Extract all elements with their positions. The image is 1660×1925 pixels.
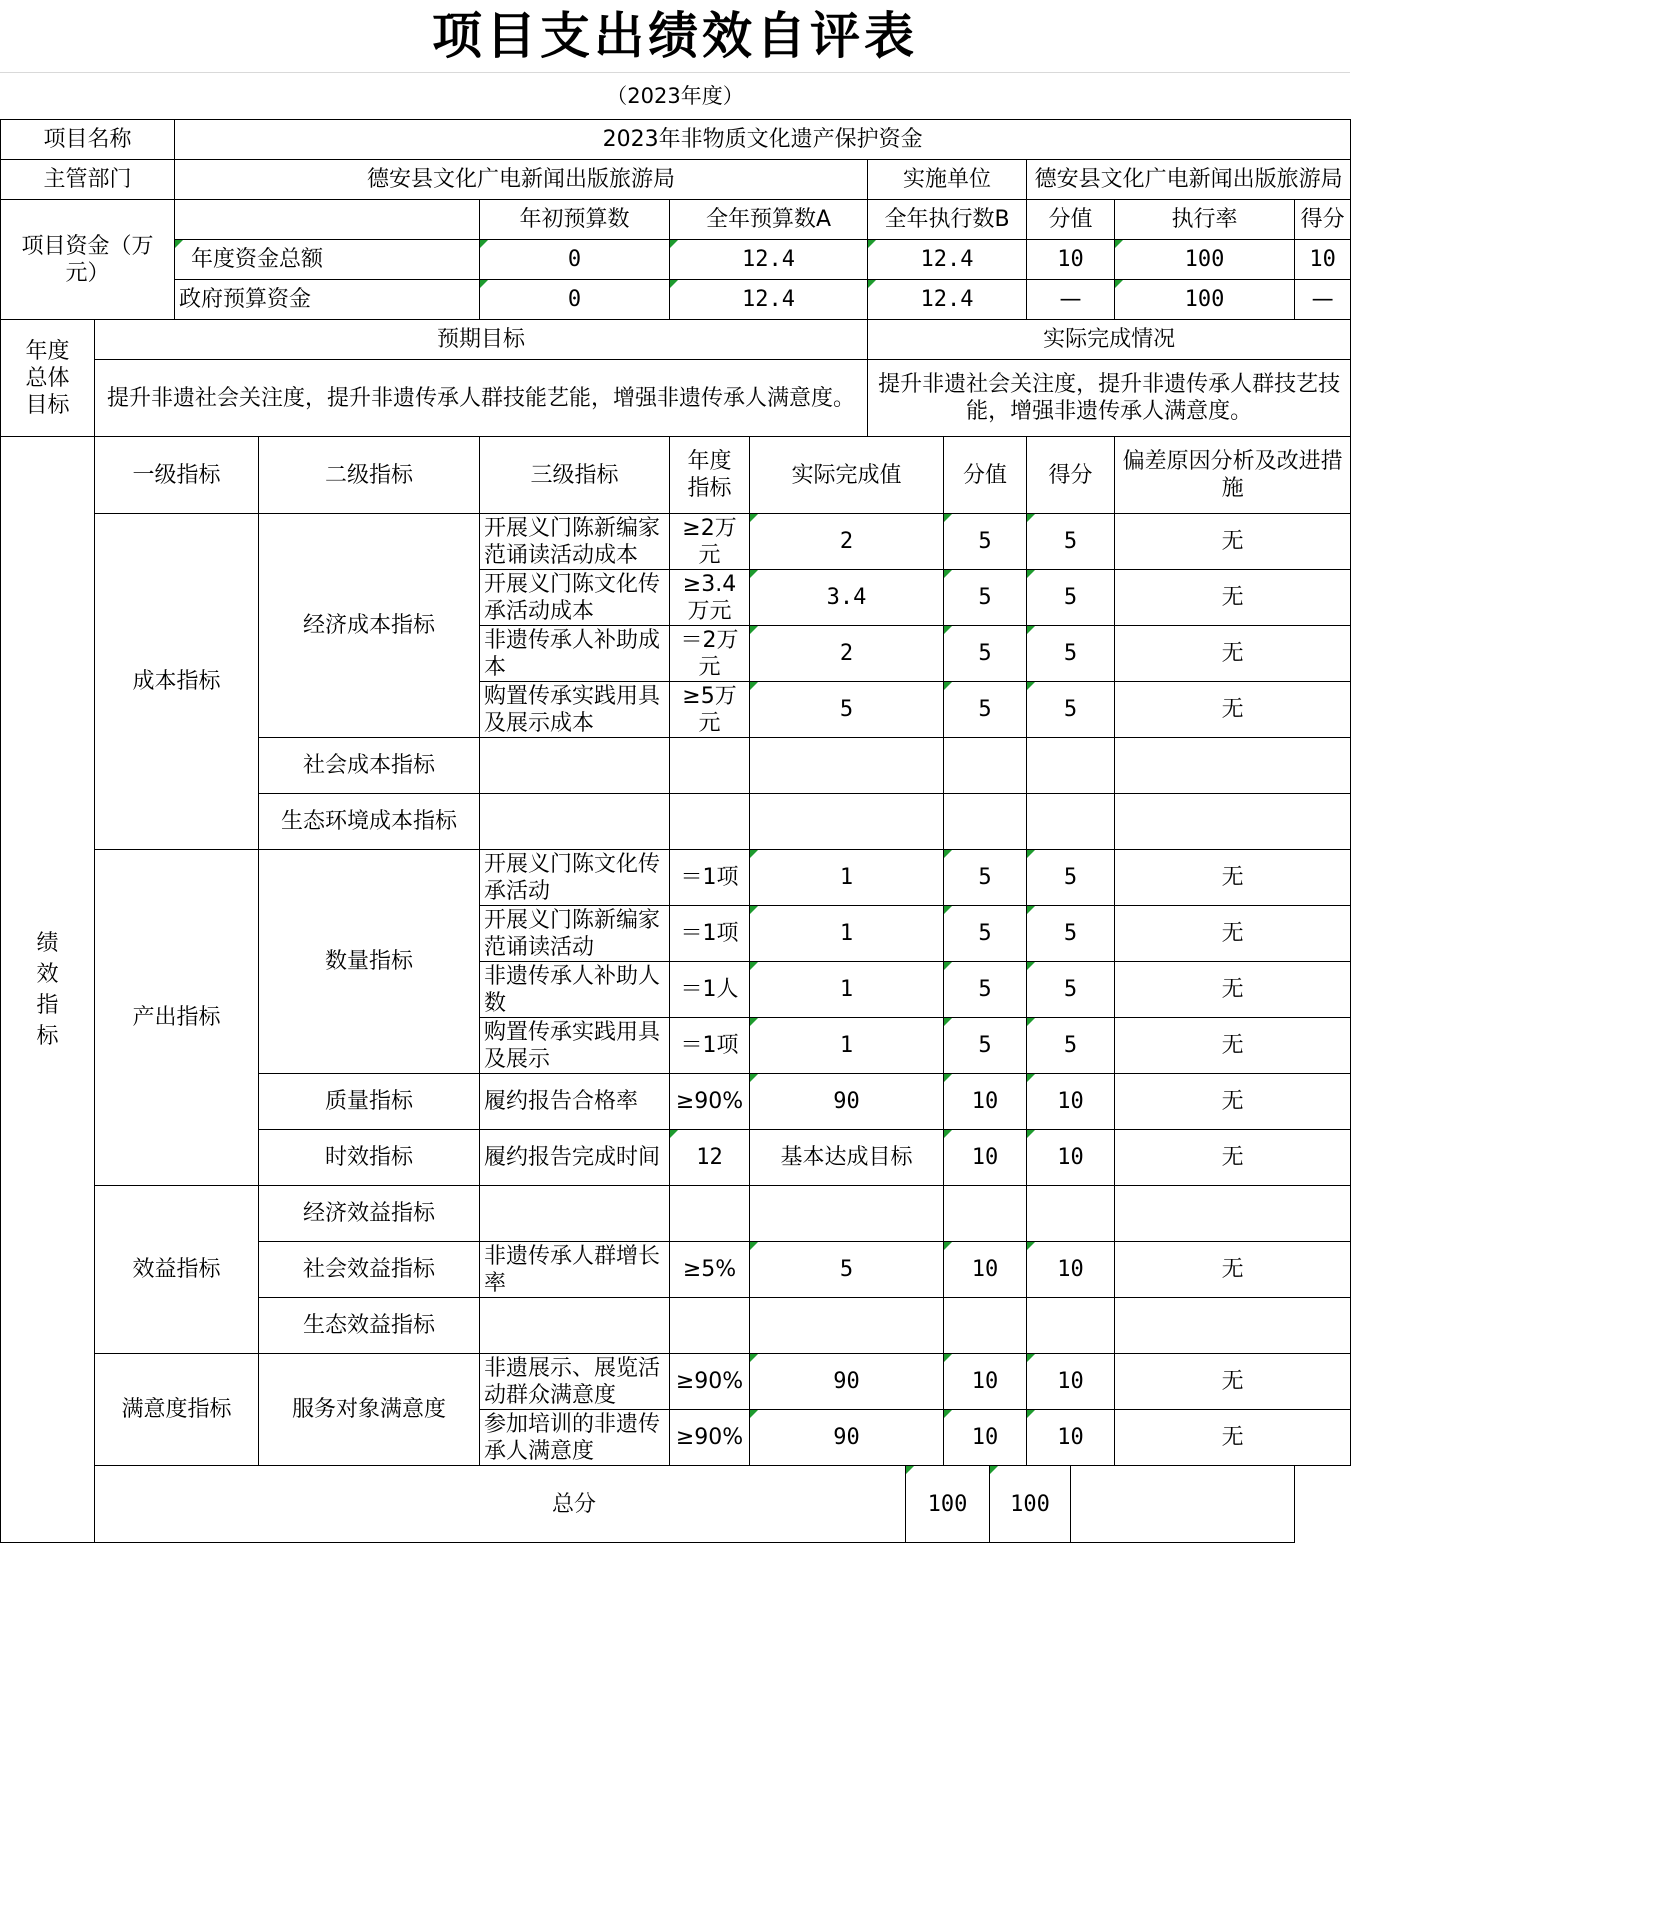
indicator-name: 开展义门陈新编家范诵读活动成本 [480, 514, 670, 570]
indicator-target: ≥2万元 [670, 514, 750, 570]
funds-gov-score: — [1295, 280, 1351, 320]
funds-header-initial: 年初预算数 [480, 200, 670, 240]
empty-cell [1027, 738, 1115, 794]
indicator-actual: 1 [750, 1018, 944, 1074]
page-title: 项目支出绩效自评表 [432, 6, 918, 65]
indicator-score: 5 [1027, 906, 1115, 962]
indicator-score: 5 [1027, 850, 1115, 906]
empty-cell [944, 1298, 1027, 1354]
indicator-score: 10 [1027, 1242, 1115, 1298]
dept-label: 主管部门 [1, 160, 175, 200]
indicator-name: 购置传承实践用具及展示 [480, 1018, 670, 1074]
output-timeliness-label: 时效指标 [259, 1130, 480, 1186]
indicator-reason: 无 [1115, 1018, 1351, 1074]
project-name-row [1, 120, 1351, 160]
indicator-target: ≥90% [670, 1074, 750, 1130]
empty-cell [480, 1298, 670, 1354]
indicator-target: ≥5% [670, 1242, 750, 1298]
indicator-actual: 2 [750, 626, 944, 682]
subtitle-row [0, 73, 1350, 119]
indicator-name: 非遗传承人补助成本 [480, 626, 670, 682]
indicator-target: ≥3.4万元 [670, 570, 750, 626]
indicator-score: 10 [1027, 1074, 1115, 1130]
indicator-score: 10 [1027, 1410, 1115, 1466]
indicator-actual: 基本达成目标 [750, 1130, 944, 1186]
empty-cell [670, 1186, 750, 1242]
indicator-weight: 5 [944, 850, 1027, 906]
indicator-weight: 10 [944, 1410, 1027, 1466]
header-score: 得分 [1027, 437, 1115, 514]
funds-total-initial: 0 [480, 240, 670, 280]
output-quantity-label: 数量指标 [259, 850, 480, 1074]
indicator-reason: 无 [1115, 1130, 1351, 1186]
indicator-name: 开展义门陈新编家范诵读活动 [480, 906, 670, 962]
dept-row [1, 160, 1351, 200]
header-actual: 实际完成值 [750, 437, 944, 514]
indicator-target: ＝1项 [670, 906, 750, 962]
funds-gov-row [1, 280, 1351, 320]
indicator-target: ≥5万元 [670, 682, 750, 738]
evaluation-table [0, 119, 1351, 1543]
empty-cell [750, 1186, 944, 1242]
indicator-weight: 5 [944, 962, 1027, 1018]
funds-gov-rate: 100 [1115, 280, 1295, 320]
goals-label: 年度总体目标 [1, 320, 95, 437]
funds-total-row [1, 240, 1351, 280]
funds-total-score: 10 [1295, 240, 1351, 280]
output-quality-label: 质量指标 [259, 1074, 480, 1130]
indicator-weight: 5 [944, 682, 1027, 738]
total-weight: 100 [906, 1466, 990, 1543]
indicator-weight: 5 [944, 906, 1027, 962]
indicators-section-label [1, 437, 95, 1543]
funds-gov-name: 政府预算资金 [175, 280, 480, 320]
indicator-target: ≥90% [670, 1354, 750, 1410]
indicator-weight: 10 [944, 1130, 1027, 1186]
indicator-reason: 无 [1115, 1354, 1351, 1410]
goals-actual-text: 提升非遗社会关注度，提升非遗传承人群技艺技能，增强非遗传承人满意度。 [868, 360, 1351, 437]
funds-header-row [1, 200, 1351, 240]
empty-cell [1115, 1186, 1351, 1242]
indicator-reason: 无 [1115, 682, 1351, 738]
indicator-actual: 90 [750, 1074, 944, 1130]
indicator-score: 5 [1027, 962, 1115, 1018]
indicator-name: 非遗传承人补助人数 [480, 962, 670, 1018]
indicator-weight: 10 [944, 1074, 1027, 1130]
project-name-label: 项目名称 [1, 120, 175, 160]
empty-cell [1027, 1186, 1115, 1242]
output-label: 产出指标 [95, 850, 259, 1186]
indicator-weight: 5 [944, 570, 1027, 626]
indicator-reason: 无 [1115, 1074, 1351, 1130]
empty-cell [750, 738, 944, 794]
goals-content-row [1, 360, 1351, 437]
empty-cell [750, 794, 944, 850]
indicator-name: 非遗传承人群增长率 [480, 1242, 670, 1298]
funds-header-score: 得分 [1295, 200, 1351, 240]
benefit-eco-label: 生态效益指标 [259, 1298, 480, 1354]
indicator-name: 非遗展示、展览活动群众满意度 [480, 1354, 670, 1410]
table-row [1, 850, 1351, 906]
empty-cell [1027, 794, 1115, 850]
goals-actual-label: 实际完成情况 [868, 320, 1351, 360]
funds-gov-annual: 12.4 [670, 280, 868, 320]
indicator-actual: 5 [750, 1242, 944, 1298]
goals-expected-text: 提升非遗社会关注度，提升非遗传承人群技能艺能，增强非遗传承人满意度。 [95, 360, 868, 437]
funds-header-executed: 全年执行数B [868, 200, 1027, 240]
total-label: 总分 [95, 1466, 906, 1543]
empty-cell [480, 1186, 670, 1242]
funds-total-name: 年度资金总额 [175, 240, 480, 280]
indicator-reason: 无 [1115, 626, 1351, 682]
indicator-reason: 无 [1115, 570, 1351, 626]
empty-cell [1071, 1466, 1295, 1543]
empty-cell [480, 738, 670, 794]
page-subtitle: （2023年度） [606, 84, 744, 108]
indicator-reason: 无 [1115, 514, 1351, 570]
empty-cell [1115, 1298, 1351, 1354]
indicator-target: 12 [670, 1130, 750, 1186]
total-row [1, 1466, 1351, 1543]
cost-economic-label: 经济成本指标 [259, 514, 480, 738]
empty-cell [670, 1298, 750, 1354]
indicator-score: 10 [1027, 1130, 1115, 1186]
empty-cell [670, 738, 750, 794]
indicator-reason: 无 [1115, 850, 1351, 906]
funds-total-rate: 100 [1115, 240, 1295, 280]
empty-cell [1027, 1298, 1115, 1354]
header-level3: 三级指标 [480, 437, 670, 514]
empty-cell [1115, 794, 1351, 850]
impl-label: 实施单位 [868, 160, 1027, 200]
indicator-score: 5 [1027, 514, 1115, 570]
indicator-name: 开展义门陈文化传承活动成本 [480, 570, 670, 626]
empty-cell [750, 1298, 944, 1354]
total-score: 100 [990, 1466, 1071, 1543]
header-level1: 一级指标 [95, 437, 259, 514]
indicator-target: ＝1人 [670, 962, 750, 1018]
indicator-reason: 无 [1115, 1410, 1351, 1466]
indicator-name: 履约报告完成时间 [480, 1130, 670, 1186]
indicator-weight: 5 [944, 1018, 1027, 1074]
project-name-value: 2023年非物质文化遗产保护资金 [175, 120, 1351, 160]
indicator-actual: 90 [750, 1410, 944, 1466]
satisfaction-service-label: 服务对象满意度 [259, 1354, 480, 1466]
indicator-weight: 10 [944, 1354, 1027, 1410]
header-weight: 分值 [944, 437, 1027, 514]
cost-label: 成本指标 [95, 514, 259, 850]
header-reason: 偏差原因分析及改进措施 [1115, 437, 1351, 514]
funds-total-annual: 12.4 [670, 240, 868, 280]
indicator-header-row [1, 437, 1351, 514]
indicator-target: ≥90% [670, 1410, 750, 1466]
indicator-name: 履约报告合格率 [480, 1074, 670, 1130]
header-target: 年度指标 [670, 437, 750, 514]
empty-cell [480, 794, 670, 850]
indicator-reason: 无 [1115, 962, 1351, 1018]
funds-blank [175, 200, 480, 240]
funds-total-executed: 12.4 [868, 240, 1027, 280]
funds-header-rate: 执行率 [1115, 200, 1295, 240]
funds-gov-initial: 0 [480, 280, 670, 320]
funds-label: 项目资金（万元） [1, 200, 175, 320]
indicator-actual: 1 [750, 962, 944, 1018]
indicator-actual: 1 [750, 906, 944, 962]
indicator-score: 5 [1027, 570, 1115, 626]
indicator-reason: 无 [1115, 906, 1351, 962]
impl-value: 德安县文化广电新闻出版旅游局 [1027, 160, 1351, 200]
indicator-actual: 2 [750, 514, 944, 570]
indicator-name: 参加培训的非遗传承人满意度 [480, 1410, 670, 1466]
empty-cell [1115, 738, 1351, 794]
cost-eco-label: 生态环境成本指标 [259, 794, 480, 850]
cost-social-label: 社会成本指标 [259, 738, 480, 794]
benefit-label: 效益指标 [95, 1186, 259, 1354]
table-row [1, 1354, 1351, 1410]
empty-cell [670, 794, 750, 850]
indicator-target: ＝1项 [670, 850, 750, 906]
indicator-weight: 5 [944, 514, 1027, 570]
funds-header-annual: 全年预算数A [670, 200, 868, 240]
title-row [0, 0, 1350, 73]
indicator-weight: 10 [944, 1242, 1027, 1298]
indicator-score: 5 [1027, 682, 1115, 738]
header-level2: 二级指标 [259, 437, 480, 514]
goals-expected-label: 预期目标 [95, 320, 868, 360]
indicator-score: 5 [1027, 626, 1115, 682]
funds-gov-executed: 12.4 [868, 280, 1027, 320]
funds-total-weight: 10 [1027, 240, 1115, 280]
dept-value: 德安县文化广电新闻出版旅游局 [175, 160, 868, 200]
indicator-target: ＝2万元 [670, 626, 750, 682]
indicator-actual: 3.4 [750, 570, 944, 626]
indicator-actual: 5 [750, 682, 944, 738]
indicators-section-text: 绩效指标 [36, 930, 59, 1049]
indicator-target: ＝1项 [670, 1018, 750, 1074]
funds-header-weight: 分值 [1027, 200, 1115, 240]
goals-header-row [1, 320, 1351, 360]
benefit-economic-label: 经济效益指标 [259, 1186, 480, 1242]
satisfaction-label: 满意度指标 [95, 1354, 259, 1466]
table-row [1, 514, 1351, 570]
empty-cell [944, 794, 1027, 850]
funds-gov-weight: — [1027, 280, 1115, 320]
indicator-weight: 5 [944, 626, 1027, 682]
indicator-actual: 90 [750, 1354, 944, 1410]
empty-cell [944, 738, 1027, 794]
indicator-name: 购置传承实践用具及展示成本 [480, 682, 670, 738]
indicator-score: 10 [1027, 1354, 1115, 1410]
indicator-reason: 无 [1115, 1242, 1351, 1298]
benefit-social-label: 社会效益指标 [259, 1242, 480, 1298]
indicator-score: 5 [1027, 1018, 1115, 1074]
empty-cell [944, 1186, 1027, 1242]
indicator-name: 开展义门陈文化传承活动 [480, 850, 670, 906]
indicator-actual: 1 [750, 850, 944, 906]
table-row [1, 1186, 1351, 1242]
